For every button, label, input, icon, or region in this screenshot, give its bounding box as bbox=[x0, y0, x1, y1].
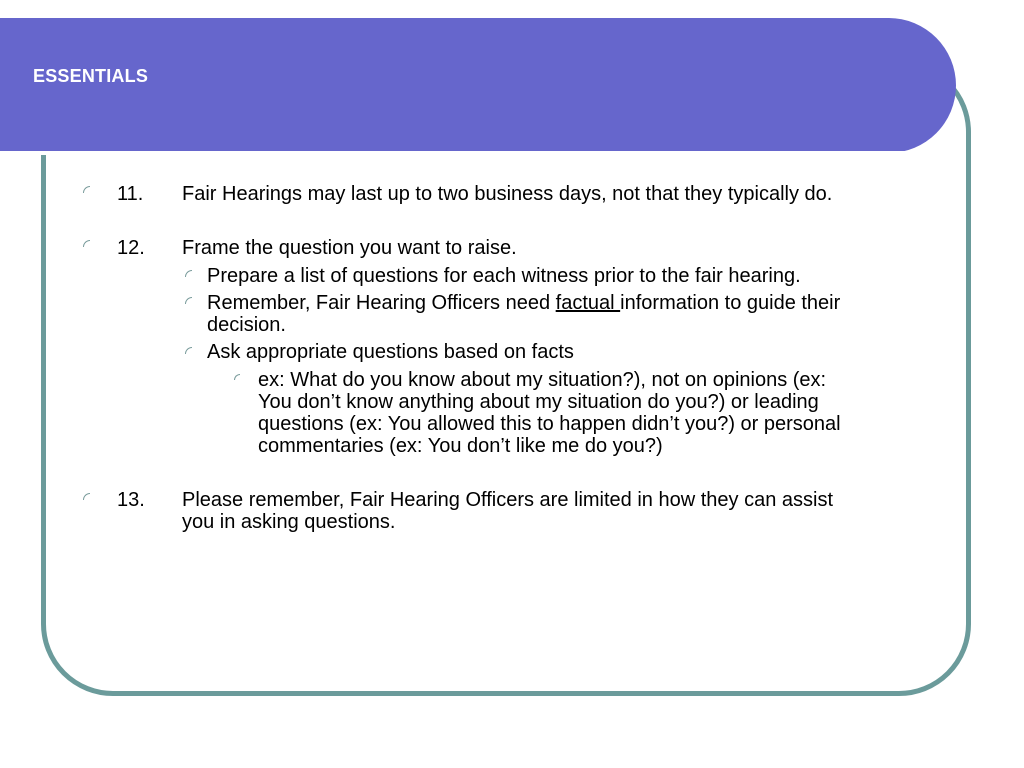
item-text-11: Fair Hearings may last up to two business days, not that they typically do. bbox=[182, 183, 833, 205]
sub-sub-bullet-icon bbox=[234, 374, 240, 380]
subitem-text-after: information to guide their bbox=[620, 292, 841, 314]
subsubitem-line: commentaries (ex: You don’t like me do you?) bbox=[258, 435, 663, 457]
item-text-13-line2: you in asking questions. bbox=[182, 511, 396, 533]
bullet-icon bbox=[83, 186, 90, 193]
bullet-icon bbox=[83, 240, 90, 247]
bullet-icon bbox=[83, 493, 90, 500]
sub-bullet-icon bbox=[185, 270, 192, 277]
item-number-12: 12. bbox=[117, 237, 145, 259]
item-number-13: 13. bbox=[117, 489, 145, 511]
subitem-text bbox=[207, 292, 840, 314]
item-number-11: 11. bbox=[117, 183, 144, 205]
subitem-text: Ask appropriate questions based on facts bbox=[207, 341, 574, 363]
subitem-text-underlined: factual bbox=[555, 292, 621, 314]
subsubitem-line: questions (ex: You allowed this to happen didn’t you?) or personal bbox=[258, 413, 841, 435]
subsubitem-line: You don’t know anything about my situation do you?) or leading bbox=[258, 391, 819, 413]
subitem-text: Prepare a list of questions for each witness prior to the fair hearing. bbox=[207, 265, 801, 287]
sub-bullet-icon bbox=[185, 297, 192, 304]
subsubitem-line: ex: What do you know about my situation?), not on opinions (ex: bbox=[258, 369, 827, 391]
subitem-text-line2: decision. bbox=[207, 314, 286, 336]
subitem-text-before: Remember, Fair Hearing Officers need bbox=[207, 292, 556, 314]
sub-bullet-icon bbox=[185, 347, 192, 354]
slide-title: ESSENTIALS bbox=[33, 66, 149, 86]
item-text-12: Frame the question you want to raise. bbox=[182, 237, 517, 259]
item-text-13-line1: Please remember, Fair Hearing Officers are limited in how they can assist bbox=[182, 489, 834, 511]
